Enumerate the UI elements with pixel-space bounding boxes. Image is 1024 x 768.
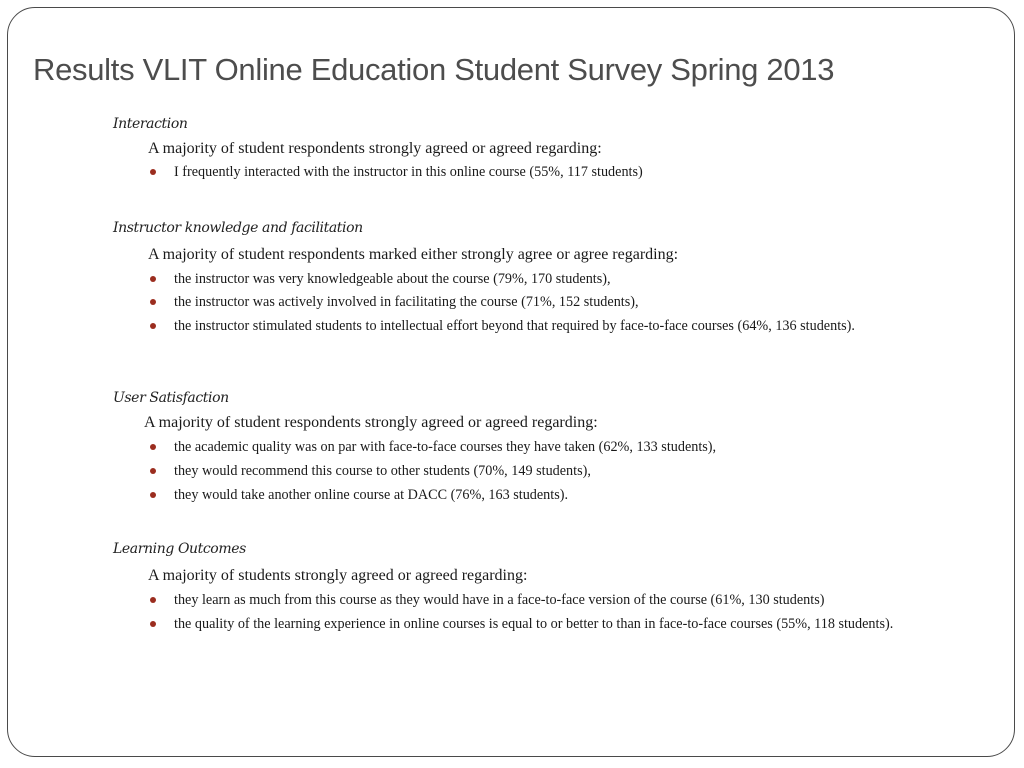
bullet-dot: [150, 621, 156, 627]
bullet-dot: [150, 444, 156, 450]
section-heading-user-satisfaction: User Satisfaction: [113, 390, 229, 406]
section-intro-interaction: A majority of student respondents strongly agreed or agreed regarding:: [148, 140, 602, 157]
bullet-dot: [150, 276, 156, 282]
section-intro-user-satisfaction: A majority of student respondents strongly agreed or agreed regarding:: [144, 414, 598, 431]
bullet-dot: [150, 323, 156, 329]
bullet-item: the instructor was actively involved in facilitating the course (71%, 152 students),: [174, 294, 639, 310]
section-intro-instructor-knowledge: A majority of student respondents marked either strongly agree or agree regarding:: [148, 246, 679, 263]
bullet-item: they would recommend this course to other students (70%, 149 students),: [174, 463, 591, 479]
bullet-dot: [150, 169, 156, 175]
bullet-item: they learn as much from this course as they would have in a face-to-face version of the course (61%, 130 students): [174, 592, 825, 608]
bullet-dot: [150, 597, 156, 603]
section-heading-interaction: Interaction: [113, 116, 188, 132]
bullet-item: the quality of the learning experience in online courses is equal to or better to than in face-to-face courses (55%, 118 students).: [174, 616, 894, 632]
bullet-item: the academic quality was on par with face-to-face courses they have taken (62%, 133 students),: [174, 439, 717, 455]
bullet-dot: [150, 299, 156, 305]
slide-title: Results VLIT Online Education Student Survey Spring 2013: [33, 52, 835, 87]
bullet-item: they would take another online course at DACC (76%, 163 students).: [174, 487, 569, 503]
bullet-item: I frequently interacted with the instructor in this online course (55%, 117 students): [174, 164, 643, 180]
bullet-dot: [150, 468, 156, 474]
bullet-item: the instructor was very knowledgeable about the course (79%, 170 students),: [174, 271, 611, 287]
bullet-dot: [150, 492, 156, 498]
section-heading-instructor-knowledge: Instructor knowledge and facilitation: [113, 220, 363, 236]
section-intro-learning-outcomes: A majority of students strongly agreed or agreed regarding:: [148, 567, 528, 584]
bullet-item: the instructor stimulated students to intellectual effort beyond that required by face-to-face courses (64%, 136 students).: [174, 318, 855, 334]
section-heading-learning-outcomes: Learning Outcomes: [113, 541, 246, 557]
